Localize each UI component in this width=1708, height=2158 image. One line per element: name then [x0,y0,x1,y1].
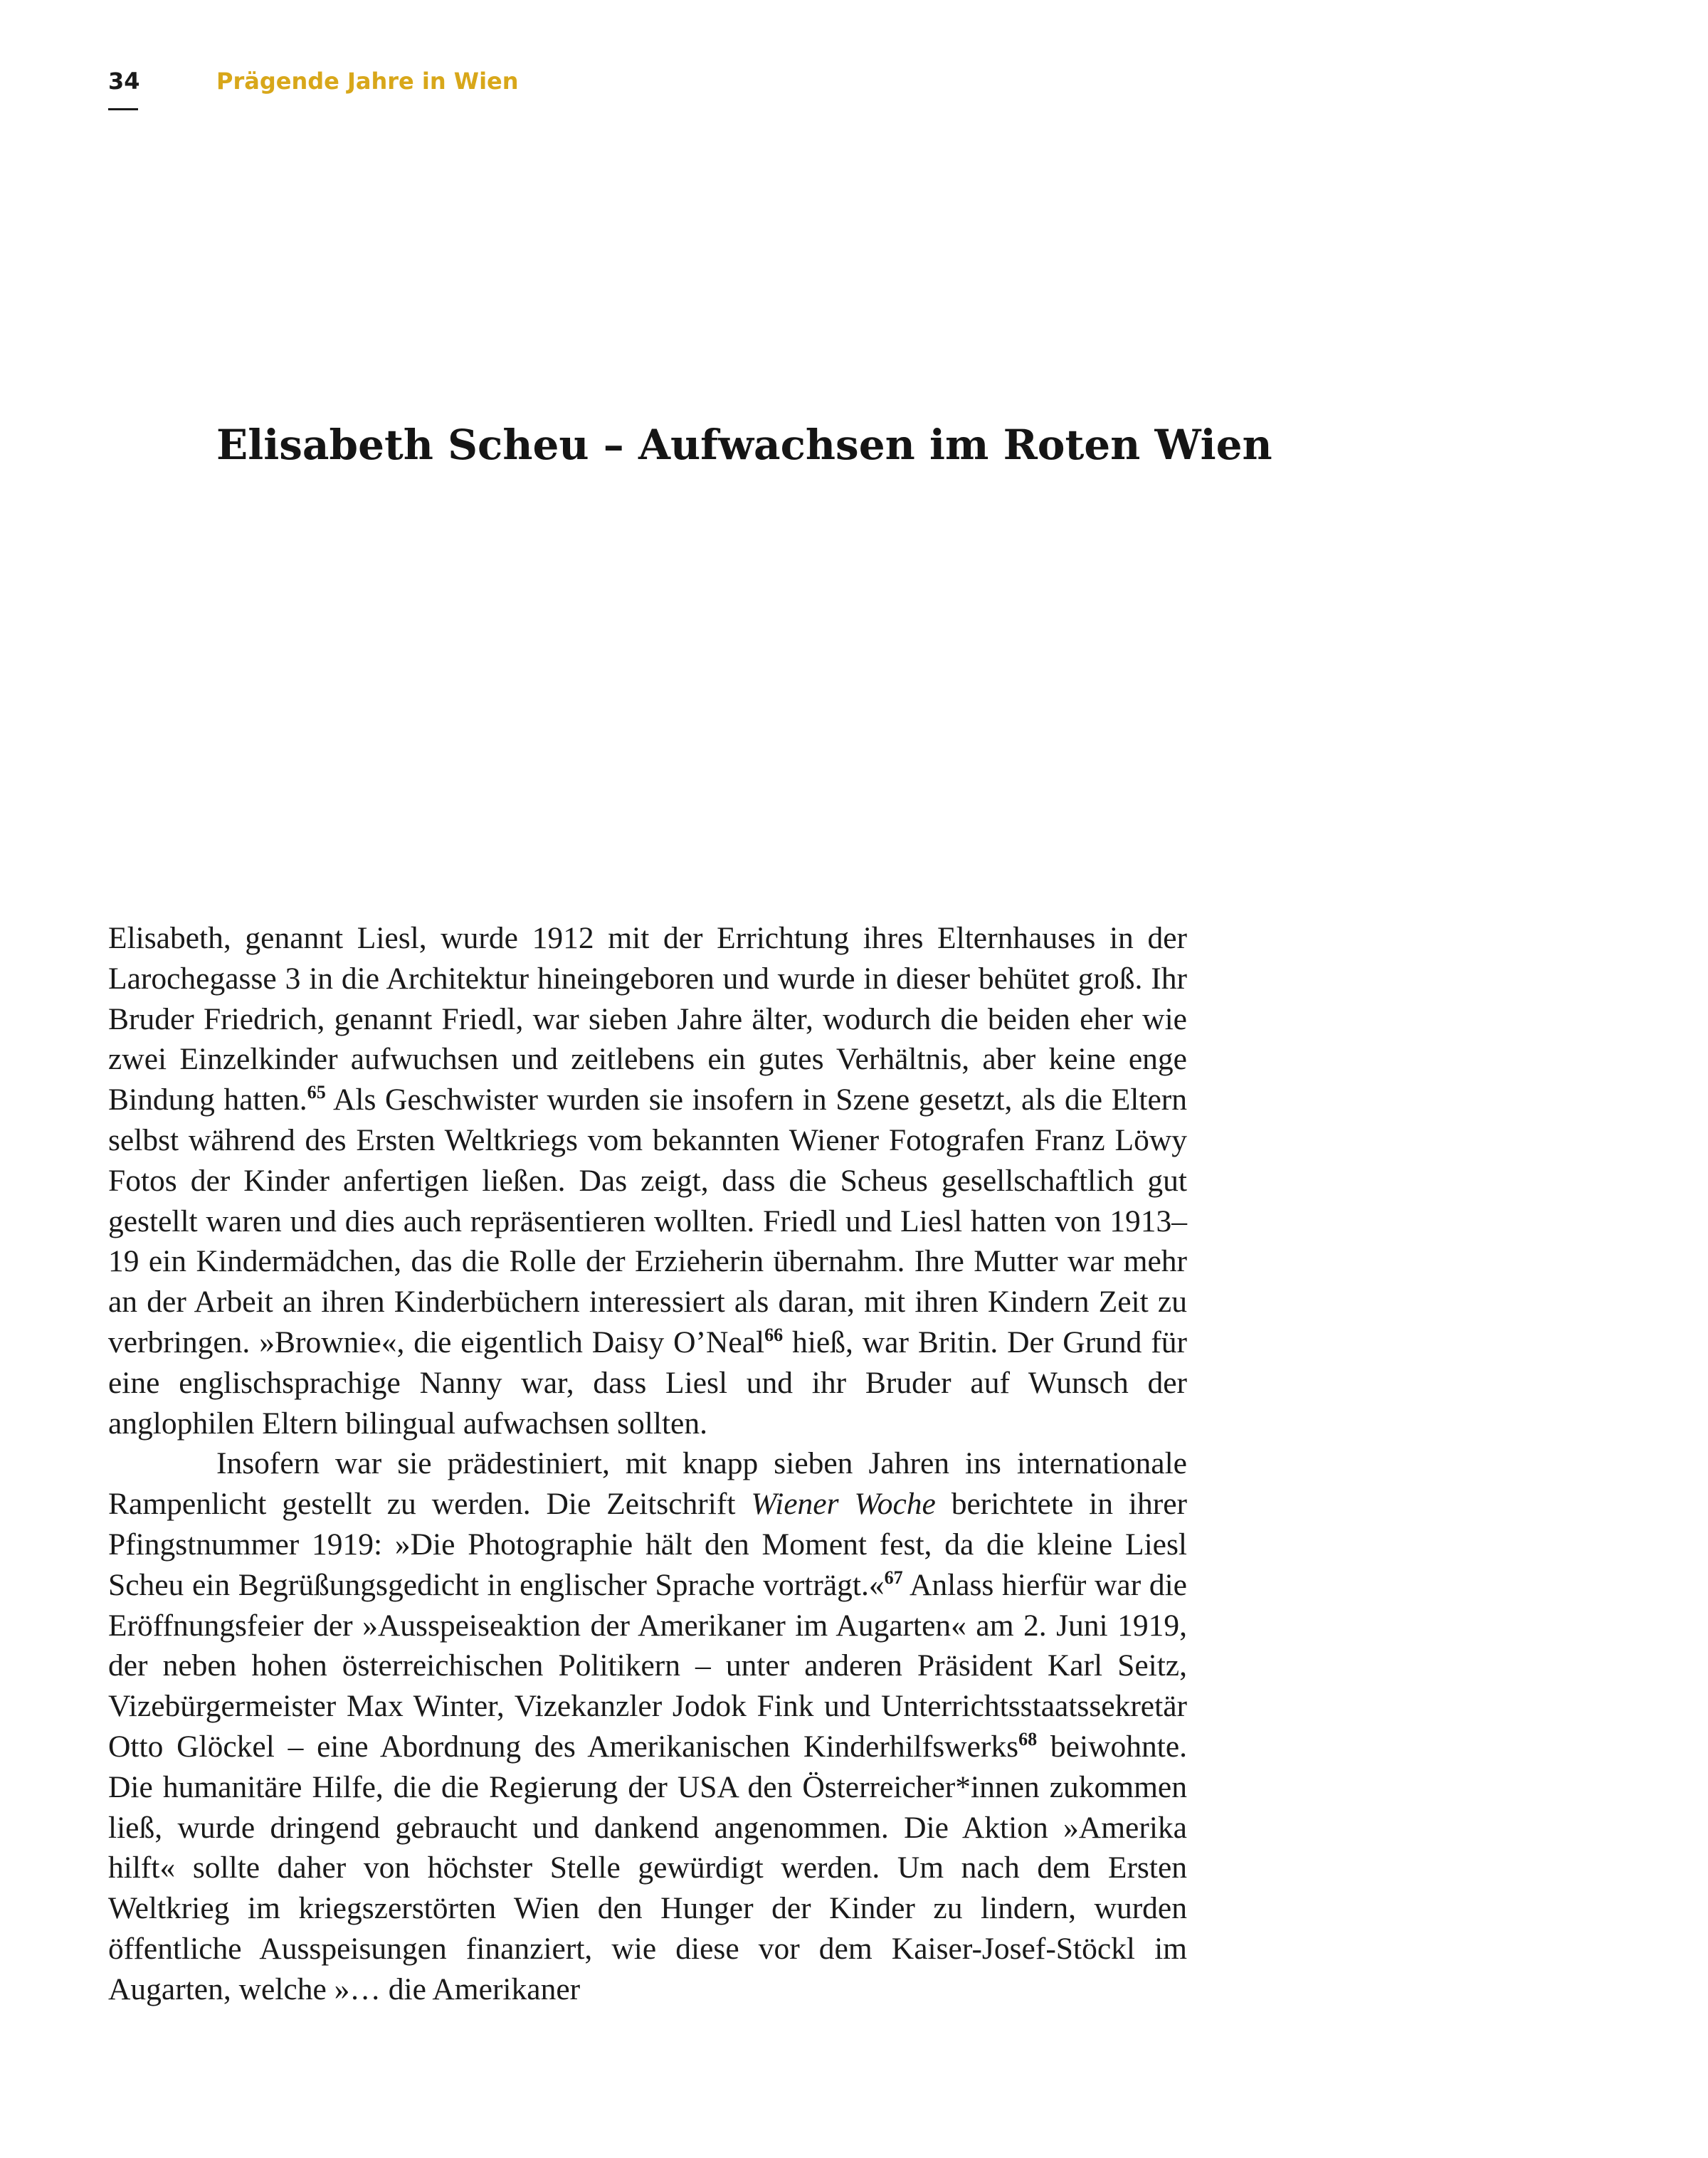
page-number: 34 [108,68,140,95]
text-run: Anlass hierfür war die Eröffnungsfeier der »Ausspeiseaktion der Amerikaner im Augarten« am 2. Juni 1919, der neben hohen österreichischen Politikern – unter anderen Präsident Karl Seitz, Vizebürgermeister Max Winter, Vizekanzler Jodok Fink und Unterrichtsstaatssekretär Otto Glöckel – eine Abordnung des Amerikanischen Kinderhilfswerks [108,1567,1187,1764]
text-run: Als Geschwister wurden sie insofern in Szene gesetzt, als die Eltern selbst während des Ersten Weltkriegs vom bekannten Wiener Fotografen Franz Löwy Fotos der Kinder anfertigen ließen. Das zeigt, dass die Scheus gesellschaftlich gut gestellt waren und dies auch repräsentieren wollten. Friedl und Liesl hatten von 1913–19 ein Kindermädchen, das die Rolle der Erzieherin übernahm. Ihre Mutter war mehr an der Arbeit an ihren Kinderbüchern interessiert als daran, mit ihren Kindern Zeit zu verbringen. »Brownie«, die eigentlich Daisy O’Neal [108,1083,1188,1359]
body-text [108,918,1187,2010]
text-run: Elisabeth, genannt Liesl, wurde 1912 mit der Errichtung ihres Elternhauses in der Larochegasse 3 in die Architektur hineingeboren und wurde in dieser behütet groß. Ihr Bruder Friedrich, genannt Friedl, war sieben Jahre älter, wodurch die beiden eher wie zwei Einzelkinder aufwuchsen und zeitlebens ein gutes Verhältnis, aber keine enge Bindung hatten. [108,921,1187,1117]
text-run: berichtete in ihrer Pfingstnummer 1919: »Die Photographie hält den Moment fest, da die kleine Liesl Scheu ein Begrüßungsgedicht in englischer Sprache vorträgt.« [108,1487,1187,1602]
footnote-marker[interactable]: 65 [307,1082,326,1103]
footnote-marker[interactable]: 66 [764,1324,784,1345]
chapter-title: Elisabeth Scheu – Aufwachsen im Roten Wien [216,421,1272,469]
running-header: Prägende Jahre in Wien [216,68,519,95]
text-run: hieß, war Britin. Der Grund für eine englischsprachige Nanny war, dass Liesl und ihr Bruder auf Wunsch der anglophilen Eltern bilingual aufwachsen sollten. [108,1325,1188,1441]
publication-title: Wiener Woche [751,1487,936,1522]
paragraph [108,1443,1187,2009]
footnote-marker[interactable]: 68 [1018,1728,1038,1749]
text-run: beiwohnte. Die humanitäre Hilfe, die die Regierung der USA den Österreicher*innen zukommen ließ, wurde dringend gebraucht und dankend angenommen. Die Aktion »Amerika hilft« sollte daher von höchster Stelle gewürdigt werden. Um nach dem Ersten Weltkrieg im kriegszerstörten Wien den Hunger der Kinder zu lindern, wurden öffentliche Ausspeisungen finanziert, wie diese vor dem Kaiser-Josef-Stöckl im Augarten, welche »… die Amerikaner [108,1729,1188,2006]
paragraph [108,918,1187,1443]
page-number-rule [108,108,138,110]
text-run: Insofern war sie prädestiniert, mit knapp sieben Jahren ins internationale Rampenlicht gestellt zu werden. Die Zeitschrift [108,1446,1187,1522]
footnote-marker[interactable]: 67 [884,1567,903,1588]
